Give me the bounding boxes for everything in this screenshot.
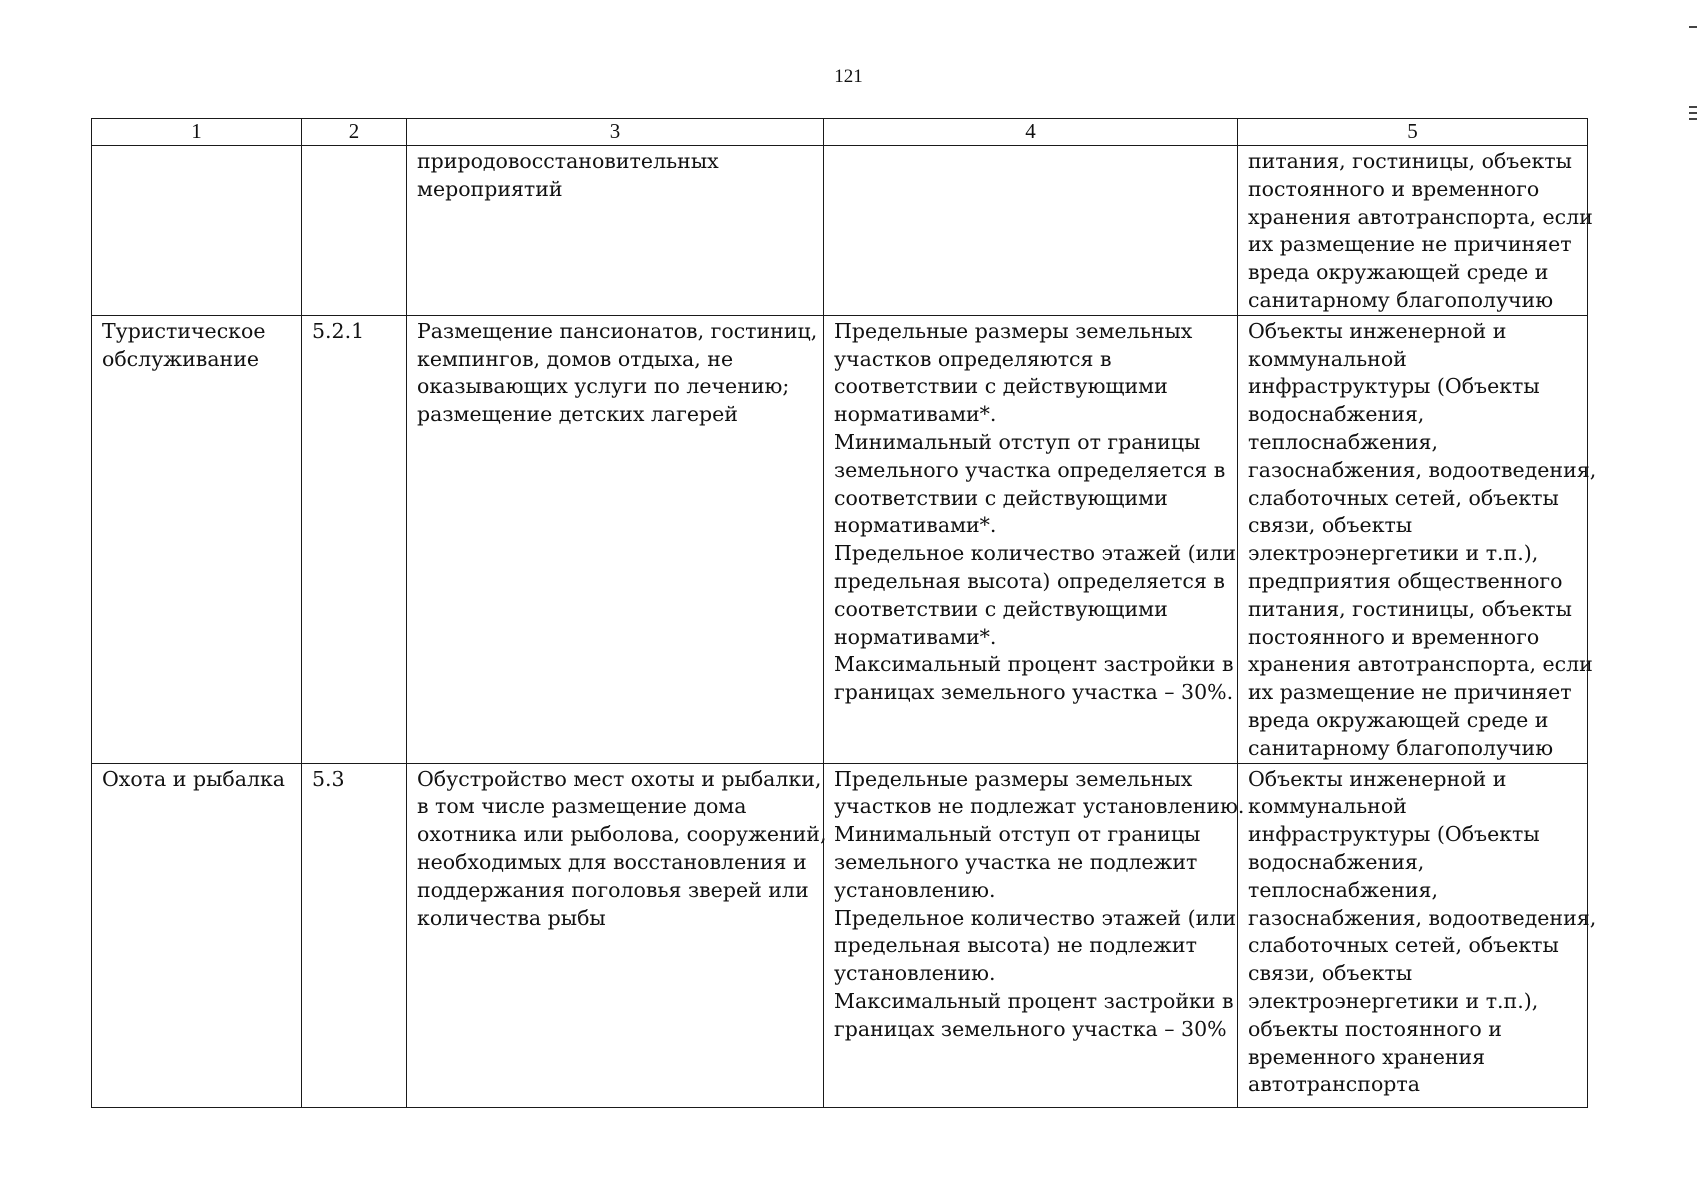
text-line: санитарному благополучию bbox=[1248, 287, 1554, 312]
text-line: мероприятий bbox=[417, 176, 563, 201]
use-code-cell bbox=[302, 315, 407, 763]
use-type-cell bbox=[92, 315, 302, 763]
page-number: 121 bbox=[834, 66, 863, 87]
text-line: нормативами*. bbox=[834, 513, 997, 538]
text-line: коммунальной bbox=[1248, 346, 1407, 371]
text-line: питания, гостиницы, объекты bbox=[1248, 596, 1572, 621]
scan-edge-mark bbox=[1689, 118, 1697, 120]
use-code-cell bbox=[302, 146, 407, 316]
text-line: Предельные размеры земельных bbox=[834, 766, 1193, 791]
text-line: природовосстановительных bbox=[417, 149, 719, 173]
text-line: Предельное количество этажей (или bbox=[834, 905, 1237, 930]
text-line: соответствии с действующими bbox=[834, 596, 1168, 621]
auxiliary-uses-cell bbox=[1238, 315, 1597, 763]
text-line: границах земельного участка – 30% bbox=[834, 1016, 1227, 1041]
text-line: соответствии с действующими bbox=[834, 374, 1168, 399]
use-description-cell bbox=[407, 315, 824, 763]
use-description-cell bbox=[407, 763, 827, 1107]
text-line: 5.3 bbox=[312, 766, 345, 791]
text-line: теплоснабжения, bbox=[1248, 429, 1438, 454]
text-line: связи, объекты bbox=[1248, 513, 1413, 538]
text-line: установлению. bbox=[834, 961, 996, 986]
table-header-row bbox=[92, 119, 1588, 146]
use-description-cell bbox=[407, 146, 824, 316]
text-line: участков определяются в bbox=[834, 346, 1112, 371]
text-line: необходимых для восстановления и bbox=[417, 849, 807, 874]
text-line: охотника или рыболова, сооружений, bbox=[417, 822, 827, 847]
column-header: 2 bbox=[302, 119, 407, 146]
text-line: Размещение пансионатов, гостиниц, bbox=[417, 318, 818, 343]
text-line: Обустройство мест охоты и рыбалки, bbox=[417, 766, 822, 791]
text-line: коммунальной bbox=[1248, 794, 1407, 819]
column-header: 4 bbox=[824, 119, 1238, 146]
land-use-table bbox=[91, 118, 1597, 1108]
table-row bbox=[92, 763, 1588, 1107]
text-line: питания, гостиницы, объекты bbox=[1248, 149, 1572, 173]
text-line: вреда окружающей среде и bbox=[1248, 260, 1549, 285]
use-type-cell bbox=[92, 146, 302, 316]
use-code-cell bbox=[302, 763, 407, 1107]
text-line: хранения автотранспорта, если bbox=[1248, 204, 1593, 229]
scan-edge-mark bbox=[1689, 106, 1697, 108]
text-line: санитарному благополучию bbox=[1248, 735, 1554, 760]
scan-edge-mark bbox=[1689, 112, 1697, 114]
text-line: слаботочных сетей, объекты bbox=[1248, 485, 1559, 510]
parameters-cell bbox=[824, 315, 1238, 763]
text-line: Охота и рыбалка bbox=[102, 766, 286, 791]
text-line: Предельные размеры земельных bbox=[834, 318, 1193, 343]
text-line: предельная высота) определяется в bbox=[834, 568, 1225, 593]
text-line: постоянного и временного bbox=[1248, 176, 1540, 201]
text-line: объекты постоянного и bbox=[1248, 1016, 1502, 1041]
text-line: Объекты инженерной и bbox=[1248, 318, 1507, 343]
text-line: временного хранения bbox=[1248, 1044, 1486, 1069]
table-row bbox=[92, 315, 1588, 763]
text-line: автотранспорта bbox=[1248, 1072, 1420, 1097]
table-row bbox=[92, 146, 1588, 316]
text-line: их размещение не причиняет bbox=[1248, 680, 1572, 705]
auxiliary-uses-cell bbox=[1238, 763, 1597, 1107]
text-line: Минимальный отступ от границы bbox=[834, 822, 1201, 847]
text-line: Максимальный процент застройки в bbox=[834, 988, 1234, 1013]
text-line: земельного участка определяется в bbox=[834, 457, 1226, 482]
text-line: инфраструктуры (Объекты bbox=[1248, 374, 1540, 399]
text-line: хранения автотранспорта, если bbox=[1248, 652, 1593, 677]
text-line: 5.2.1 bbox=[312, 318, 365, 343]
text-line: оказывающих услуги по лечению; bbox=[417, 374, 790, 399]
text-line: размещение детских лагерей bbox=[417, 402, 738, 427]
text-line: предельная высота) не подлежит bbox=[834, 933, 1197, 958]
text-line: постоянного и временного bbox=[1248, 624, 1540, 649]
text-line: инфраструктуры (Объекты bbox=[1248, 822, 1540, 847]
text-line: нормативами*. bbox=[834, 402, 997, 427]
text-line: теплоснабжения, bbox=[1248, 877, 1438, 902]
parameters-cell bbox=[824, 146, 1238, 316]
text-line: количества рыбы bbox=[417, 905, 606, 930]
text-line: электроэнергетики и т.п.), bbox=[1248, 988, 1539, 1013]
text-line: газоснабжения, водоотведения, bbox=[1248, 457, 1597, 482]
parameters-cell bbox=[824, 763, 1245, 1107]
text-line: вреда окружающей среде и bbox=[1248, 707, 1549, 732]
text-line: земельного участка не подлежит bbox=[834, 849, 1198, 874]
text-line: водоснабжения, bbox=[1248, 849, 1425, 874]
text-line: поддержания поголовья зверей или bbox=[417, 877, 809, 902]
text-line: электроэнергетики и т.п.), bbox=[1248, 541, 1539, 566]
text-line: Предельное количество этажей (или bbox=[834, 541, 1237, 566]
text-line: Максимальный процент застройки в bbox=[834, 652, 1234, 677]
use-type-cell bbox=[92, 763, 302, 1107]
scan-edge-mark bbox=[1689, 26, 1697, 28]
text-line: их размещение не причиняет bbox=[1248, 232, 1572, 257]
text-line: установлению. bbox=[834, 877, 996, 902]
column-header: 3 bbox=[407, 119, 824, 146]
column-header: 5 bbox=[1238, 119, 1588, 146]
text-line: связи, объекты bbox=[1248, 961, 1413, 986]
text-line: кемпингов, домов отдыха, не bbox=[417, 346, 734, 371]
text-line: в том числе размещение дома bbox=[417, 794, 747, 819]
text-line: обслуживание bbox=[102, 346, 259, 371]
text-line: границах земельного участка – 30%. bbox=[834, 680, 1234, 705]
text-line: Объекты инженерной и bbox=[1248, 766, 1507, 791]
text-line: соответствии с действующими bbox=[834, 485, 1168, 510]
text-line: участков не подлежат установлению. bbox=[834, 794, 1245, 819]
text-line: водоснабжения, bbox=[1248, 402, 1425, 427]
text-line: слаботочных сетей, объекты bbox=[1248, 933, 1559, 958]
column-header: 1 bbox=[92, 119, 302, 146]
text-line: газоснабжения, водоотведения, bbox=[1248, 905, 1597, 930]
text-line: предприятия общественного bbox=[1248, 568, 1563, 593]
text-line: Туристическое bbox=[102, 318, 266, 343]
auxiliary-uses-cell bbox=[1238, 146, 1593, 316]
text-line: Минимальный отступ от границы bbox=[834, 429, 1201, 454]
text-line: нормативами*. bbox=[834, 624, 997, 649]
